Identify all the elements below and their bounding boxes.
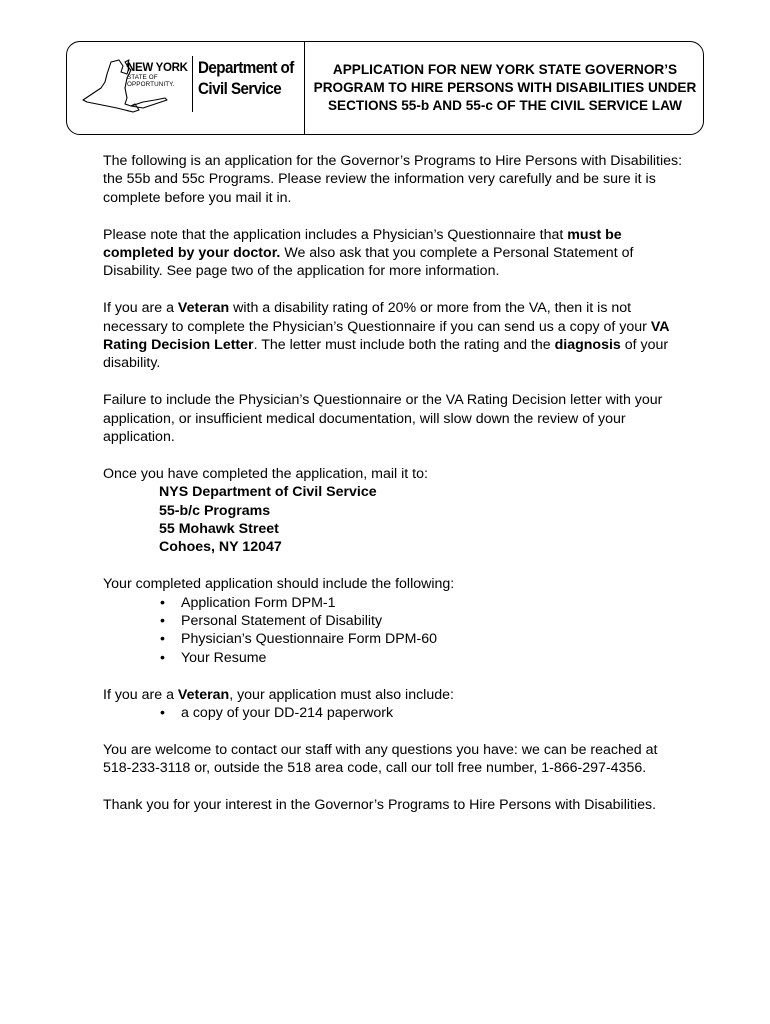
list-item: • Your Resume <box>159 649 683 667</box>
contact-paragraph: You are welcome to contact our staff with any questions you have: we can be reached at 518-233-3118 or, outside the 518 area code, call our toll free number, 1-866-297-4356. <box>103 741 658 777</box>
veteran-paragraph <box>103 299 683 373</box>
veteran-emphasis-3: diagnosis <box>554 337 621 354</box>
list-item: • Physician’s Questionnaire Form DPM-60 <box>159 630 683 648</box>
veteran-include-intro <box>103 686 683 704</box>
veteran-include-text-2: , your application must also include: <box>229 686 454 703</box>
address-line: Cohoes, NY 12047 <box>159 539 282 556</box>
veteran-text-4: of your disability. <box>103 337 669 372</box>
list-item: • Personal Statement of Disability <box>159 612 683 630</box>
logo-divider <box>192 56 193 112</box>
department-name <box>198 58 299 100</box>
note-text-2: We also ask that you complete a Personal Statement of Disability. See page two of the application for more information. <box>103 245 634 280</box>
wordmark-opportunity: OPPORTUNITY. <box>127 81 175 89</box>
failure-paragraph: Failure to include the Physician’s Questionnaire or the VA Rating Decision letter with your application, or insufficient medical documentation, will slow down the review of your application. <box>103 392 663 446</box>
new-york-wordmark <box>127 62 193 88</box>
wordmark-new-york: NEW YORK <box>127 62 188 74</box>
mail-intro: Once you have completed the application, mail it to: <box>103 465 428 482</box>
veteran-text-3: . The letter must include both the rating and the <box>253 337 555 354</box>
veteran-text-2: with a disability rating of 20% or more from the VA, then it is not necessary to complete the Physician’s Questionnaire if you can send us a copy of your <box>103 300 651 335</box>
list-item: • Application Form DPM-1 <box>159 594 683 612</box>
list-item: • a copy of your DD-214 paperwork <box>159 704 683 722</box>
veteran-text-1: If you are a <box>103 300 178 317</box>
veteran-include-text-1: If you are a <box>103 686 178 703</box>
department-name-line2: Civil Service <box>198 80 282 98</box>
document-header <box>66 41 704 135</box>
address-line: 55 Mohawk Street <box>159 521 279 538</box>
mailing-address <box>159 483 683 557</box>
include-intro: Your completed application should include the following: <box>103 576 455 593</box>
veteran-emphasis-2: VA Rating Decision Letter <box>103 318 669 354</box>
veteran-emphasis-1: Veteran <box>177 300 230 317</box>
intro-paragraph: The following is an application for the Governor’s Programs to Hire Persons with Disabilities: the 55b and 55c Programs. Please review the information very carefully and be sure it is complete before you mail it in. <box>103 153 683 206</box>
thanks-paragraph: Thank you for your interest in the Governor’s Programs to Hire Persons with Disabilities. <box>103 797 657 814</box>
document-body <box>103 152 683 833</box>
veteran-include-emphasis: Veteran <box>177 686 230 703</box>
department-name-line1: Department of <box>198 59 294 77</box>
address-line: 55-b/c Programs <box>159 502 271 519</box>
wordmark-state-of: STATE OF <box>127 74 158 81</box>
document-title: APPLICATION FOR NEW YORK STATE GOVERNOR’S PROGRAM TO HIRE PERSONS WITH DISABILITIES UNDER SECTIONS 55-b AND 55-c OF THE CIVIL SERVICE LAW <box>313 62 697 113</box>
include-list <box>159 594 683 668</box>
note-paragraph <box>103 226 683 281</box>
note-text-1: Please note that the application includes a Physician’s Questionnaire that <box>103 226 568 243</box>
address-line: NYS Department of Civil Service <box>159 484 377 501</box>
note-emphasis: must be completed by your doctor. <box>103 226 622 262</box>
agency-logo <box>81 52 303 124</box>
veteran-include-list <box>159 704 683 722</box>
